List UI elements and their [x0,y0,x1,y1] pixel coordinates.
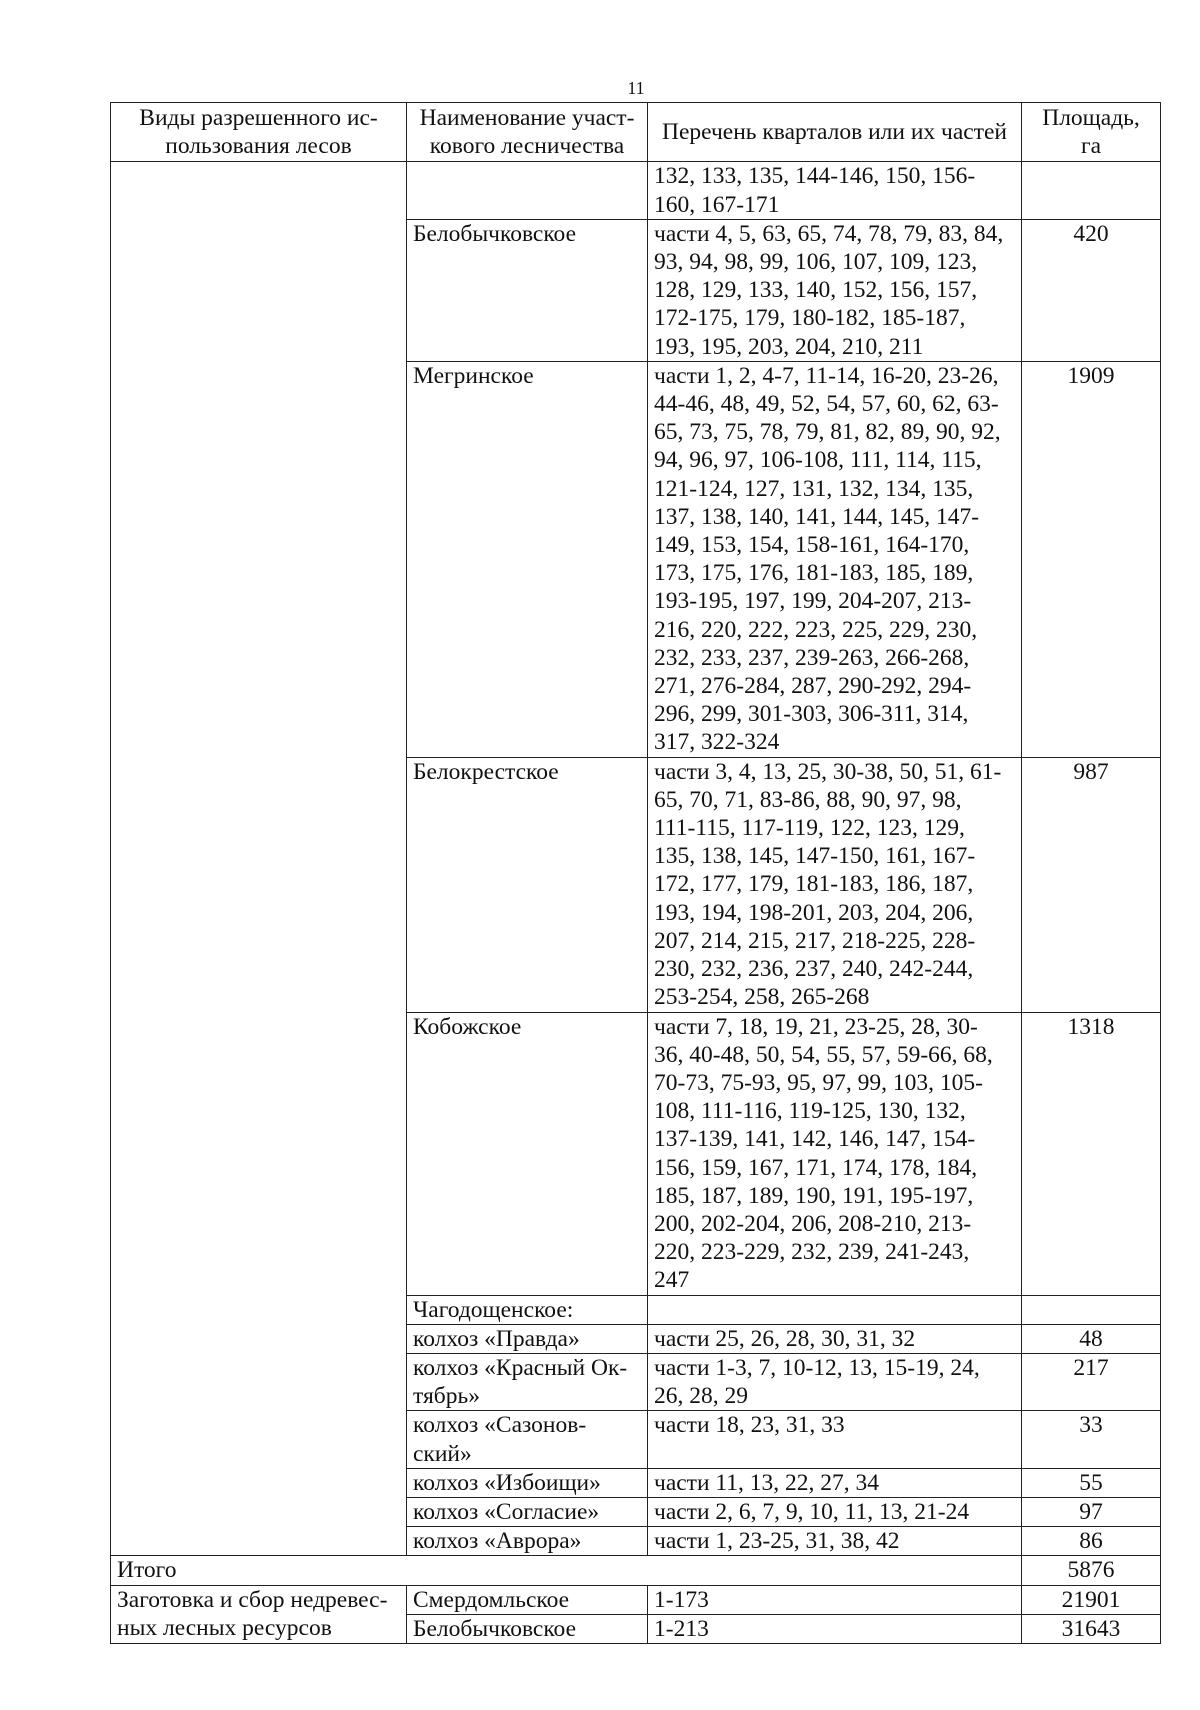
quarters-line: части 18, 23, 31, 33 [654,1412,845,1439]
quarters-cell [648,1527,1022,1556]
quarters-line: части 11, 13, 22, 27, 34 [654,1469,880,1496]
quarters-cell [648,1295,1022,1324]
quarters-line: 172-175, 179, 180-182, 185-187, [654,305,966,332]
quarters-cell [648,219,1022,361]
table-row [111,162,1161,219]
forestry-name-cell [407,757,648,1012]
area-cell: 217 [1022,1353,1161,1410]
forestry-name-line: Кобожское [413,1013,522,1040]
quarters-line: 296, 299, 301-303, 306-311, 314, [654,701,969,728]
header-use-type [111,103,407,162]
total-row [111,1556,1161,1585]
forestry-name-cell: Смердомльское [407,1585,648,1614]
quarters-cell [648,1468,1022,1497]
area-cell: 97 [1022,1497,1161,1526]
quarters-line: 26, 28, 29 [654,1383,748,1410]
forestry-name-line: тябрь» [413,1383,480,1410]
forestry-name-cell [407,361,648,757]
area-cell: 55 [1022,1468,1161,1497]
quarters-cell [648,361,1022,757]
quarters-cell [648,1324,1022,1353]
quarters-cell [648,1411,1022,1468]
quarters-line: 93, 94, 98, 99, 106, 107, 109, 123, [654,249,978,276]
quarters-cell [648,1012,1022,1295]
quarters-line: 172, 177, 179, 181-183, 186, 187, [654,871,974,898]
quarters-cell [648,1497,1022,1526]
forestry-name-cell [407,1527,648,1556]
forestry-name-line: колхоз «Согласие» [413,1498,600,1525]
area-cell [1022,162,1161,219]
header-area-line: Площадь, [1042,105,1140,131]
quarters-line: 132, 133, 135, 144-146, 150, 156- [654,163,976,190]
forestry-name-line: колхоз «Красный Ок- [413,1354,628,1381]
quarters-line: части 1, 2, 4-7, 11-14, 16-20, 23-26, [654,362,999,389]
quarters-line: 121-124, 127, 131, 132, 134, 135, [654,475,974,502]
forestry-name-line: Мегринское [413,362,534,389]
quarters-line: 94, 96, 97, 106-108, 111, 114, 115, [654,447,982,474]
use-type-line: ных лесных ресурсов [117,1614,332,1641]
header-use-type-line: Виды разрешенного ис- [139,105,378,131]
forestry-name-line: Белокрестское [413,758,559,785]
area-cell: 1909 [1022,361,1161,757]
forestry-name-line: Чагодощенское: [413,1296,574,1323]
quarters-line: 44-46, 48, 49, 52, 54, 57, 60, 62, 63- [654,391,999,418]
quarters-line: 149, 153, 154, 158-161, 164-170, [654,532,970,559]
forestry-name-cell [407,1353,648,1410]
quarters-cell [648,757,1022,1012]
area-cell: 33 [1022,1411,1161,1468]
quarters-line: 247 [654,1267,690,1294]
area-cell: 48 [1022,1324,1161,1353]
quarters-line: части 1-3, 7, 10-12, 13, 15-19, 24, [654,1354,980,1381]
quarters-line: 65, 73, 75, 78, 79, 81, 82, 89, 90, 92, [654,419,1001,446]
use-type-line: Заготовка и сбор недревес- [117,1586,388,1613]
quarters-line: 230, 232, 236, 237, 240, 242-244, [654,956,974,983]
header-area-line: га [1080,133,1102,160]
forestry-name-cell: Белобычковское [407,1614,648,1643]
area-cell: 987 [1022,757,1161,1012]
quarters-line: 207, 214, 215, 217, 218-225, 228- [654,927,976,954]
use-type-cell [111,1585,407,1643]
area-cell [1022,1295,1161,1324]
forestry-name-cell [407,219,648,361]
table-row [111,1585,1161,1614]
quarters-line: 173, 175, 176, 181-183, 185, 189, [654,560,974,587]
quarters-line: части 1, 23-25, 31, 38, 42 [654,1528,900,1555]
quarters-line: 135, 138, 145, 147-150, 161, 167- [654,843,976,870]
quarters-line: 271, 276-284, 287, 290-292, 294- [654,673,972,700]
table-footer [111,1556,1161,1644]
forestry-name-cell [407,1324,648,1353]
quarters-line: 253-254, 258, 265-268 [654,984,870,1011]
quarters-line: 160, 167-171 [654,191,780,218]
table-header-row [111,103,1161,162]
quarters-line: 200, 202-204, 206, 208-210, 213- [654,1210,972,1237]
quarters-line: 216, 220, 222, 223, 225, 229, 230, [654,616,978,643]
quarters-line: 220, 223-229, 232, 239, 241-243, [654,1239,970,1266]
use-type-cell [111,162,407,1556]
forestry-name-line: ский» [413,1440,472,1467]
forest-use-table [110,102,1161,1644]
quarters-line: 111-115, 117-119, 122, 123, 129, [654,815,965,842]
quarters-line: 128, 129, 133, 140, 152, 156, 157, [654,277,978,304]
header-area [1022,103,1161,162]
quarters-line: 65, 70, 71, 83-86, 88, 90, 97, 98, [654,786,962,813]
quarters-cell [648,162,1022,219]
quarters-line: части 25, 26, 28, 30, 31, 32 [654,1325,916,1352]
quarters-cell: 1-173 [648,1585,1022,1614]
forestry-name-cell [407,162,648,219]
forestry-name-cell [407,1468,648,1497]
forestry-name-line: колхоз «Правда» [413,1325,580,1352]
quarters-line: 232, 233, 237, 239-263, 266-268, [654,644,970,671]
forestry-name-cell [407,1411,648,1468]
header-quarters: Перечень кварталов или их частей [648,103,1022,162]
forestry-name-line: колхоз «Избоищи» [413,1469,601,1496]
quarters-line: 193-195, 197, 199, 204-207, 213- [654,588,972,615]
quarters-line: 108, 111-116, 119-125, 130, 132, [654,1098,966,1125]
forestry-name-line: колхоз «Аврора» [413,1528,582,1555]
area-cell: 420 [1022,219,1161,361]
header-forestry-name [407,103,648,162]
area-cell: 1318 [1022,1012,1161,1295]
area-cell: 86 [1022,1527,1161,1556]
total-area: 5876 [1022,1556,1161,1585]
quarters-line: 137, 138, 140, 141, 144, 145, 147- [654,503,980,530]
quarters-line: 193, 195, 203, 204, 210, 211 [654,333,924,360]
forestry-name-line: Белобычковское [413,220,577,247]
header-forestry-line: кового лесничества [429,133,625,160]
quarters-line: 317, 322-324 [654,729,780,756]
quarters-line: 193, 194, 198-201, 203, 204, 206, [654,899,974,926]
forestry-name-line: колхоз «Сазонов- [413,1412,587,1439]
header-use-type-line: пользования лесов [165,133,352,160]
quarters-line: 36, 40-48, 50, 54, 55, 57, 59-66, 68, [654,1041,993,1068]
quarters-cell: 1-213 [648,1614,1022,1643]
forestry-name-cell [407,1295,648,1324]
quarters-line: части 4, 5, 63, 65, 74, 78, 79, 83, 84, [654,220,1004,247]
forestry-name-cell [407,1497,648,1526]
quarters-line: части 3, 4, 13, 25, 30-38, 50, 51, 61- [654,758,1002,785]
quarters-line: 137-139, 141, 142, 146, 147, 154- [654,1126,976,1153]
page-number: 11 [627,78,645,98]
quarters-line: 185, 187, 189, 190, 191, 195-197, [654,1182,974,1209]
header-forestry-line: Наименование участ- [419,105,635,131]
area-cell: 21901 [1022,1585,1161,1614]
area-cell: 31643 [1022,1614,1161,1643]
table-body [111,162,1161,1556]
quarters-cell [648,1353,1022,1410]
quarters-line: 156, 159, 167, 171, 174, 178, 184, [654,1154,978,1181]
quarters-line: части 7, 18, 19, 21, 23-25, 28, 30- [654,1013,978,1040]
quarters-line: 70-73, 75-93, 95, 97, 99, 103, 105- [654,1069,983,1096]
quarters-line: части 2, 6, 7, 9, 10, 11, 13, 21-24 [654,1498,970,1525]
forestry-name-cell [407,1012,648,1295]
total-label: Итого [111,1556,1022,1585]
